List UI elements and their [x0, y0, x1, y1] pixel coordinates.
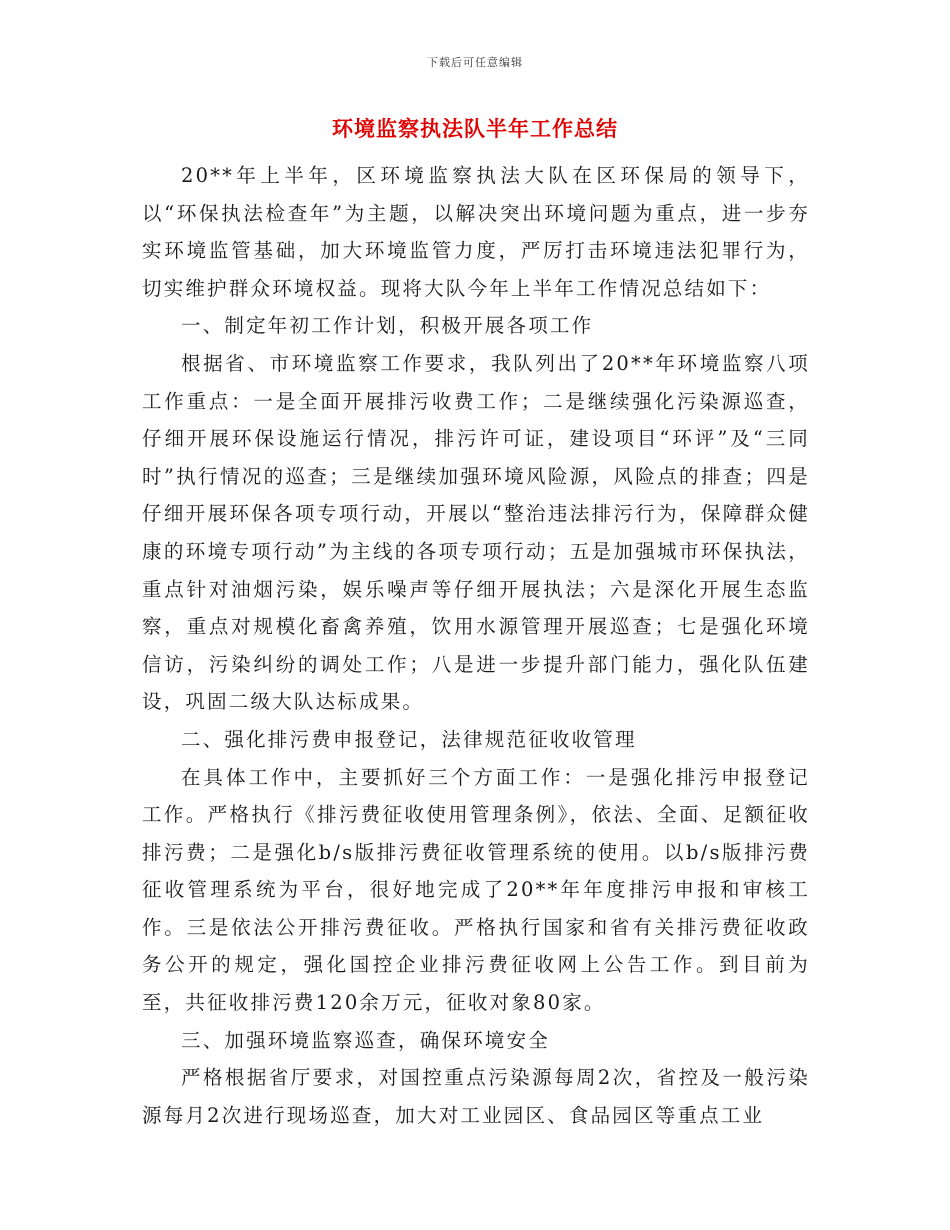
header-note: 下载后可任意编辑 [427, 56, 523, 69]
section-heading-3: 三、加强环境监察巡查，确保环境安全 [181, 1028, 550, 1052]
paragraph-intro: 20**年上半年，区环境监察执法大队在区环保局的领导下，以“环保执法检查年”为主题，以解决突出环境问题为重点，进一步夯实环境监管基础，加大环境监管力度，严厉打击环境违法犯罪行为，切实维护群众环境权益。现将大队今年上半年工作情况总结如下： [142, 164, 810, 300]
section-heading-1: 一、制定年初工作计划，积极开展各项工作 [181, 314, 594, 338]
paragraph-section-2: 在具体工作中，主要抓好三个方面工作：一是强化排污申报登记工作。严格执行《排污费征收使用管理条例》，依法、全面、足额征收排污费；二是强化b/s版排污费征收管理系统的使用。以b/s版排污费征收管理系统为平台，很好地完成了20**年年度排污申报和审核工作。三是依法公开排污费征收。严格执行国家和省有关排污费征收政务公开的规定，强化国控企业排污费征收网上公告工作。到目前为至，共征收排污费120余万元，征收对象80家。 [142, 765, 810, 1015]
section-heading-2: 二、强化排污费申报登记，法律规范征收收管理 [181, 727, 637, 751]
paragraph-section-3: 严格根据省厅要求，对国控重点污染源每周2次，省控及一般污染源每月2次进行现场巡查，加大对工业园区、食品园区等重点工业 [142, 1066, 810, 1127]
document-title: 环境监察执法队半年工作总结 [332, 117, 618, 141]
paragraph-section-1: 根据省、市环境监察工作要求，我队列出了20**年环境监察八项工作重点：一是全面开展排污收费工作；二是继续强化污染源巡查，仔细开展环保设施运行情况，排污许可证，建设项目“环评”及“三同时”执行情况的巡查；三是继续加强环境风险源，风险点的排查；四是仔细开展环保各项专项行动，开展以“整治违法排污行为，保障群众健康的环境专项行动”为主线的各项专项行动；五是加强城市环保执法，重点针对油烟污染，娱乐噪声等仔细开展执法；六是深化开展生态监察，重点对规模化畜禽养殖，饮用水源管理开展巡查；七是强化环境信访，污染纠纷的调处工作；八是进一步提升部门能力，强化队伍建设，巩固二级大队达标成果。 [142, 351, 810, 714]
document-body [142, 157, 810, 1134]
